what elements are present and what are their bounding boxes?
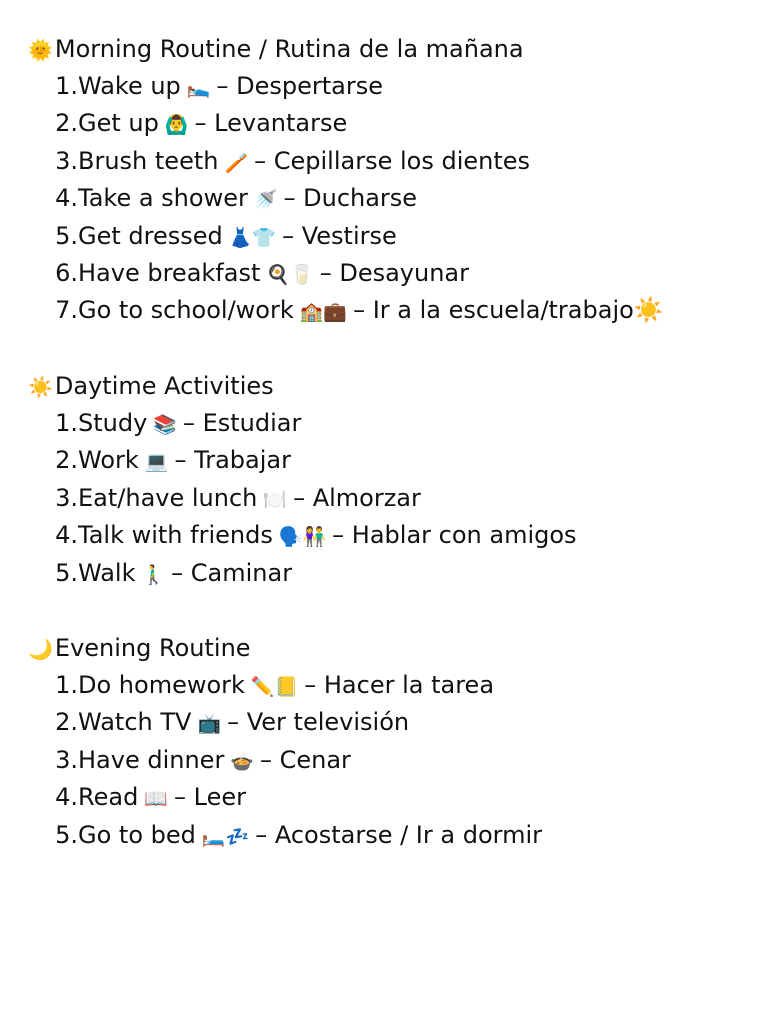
item-spanish: – Ducharse: [283, 184, 418, 213]
pencil-and-notebook-icon: ✏️📒: [250, 676, 299, 698]
list-item: [28, 405, 748, 442]
item-english: Go to bed: [78, 820, 196, 849]
section-heading: [28, 368, 748, 405]
computer-icon: 💻: [144, 451, 169, 474]
crescent-moon-icon: 🌙: [28, 637, 53, 661]
person-in-bed-icon: 🛌: [186, 77, 211, 99]
list-item: [28, 180, 748, 217]
morning-list: [28, 68, 748, 330]
list-item: [28, 255, 748, 292]
list-item: [28, 143, 748, 180]
list-item: [28, 667, 748, 704]
item-english: Get dressed: [78, 221, 223, 250]
item-english: Work: [78, 446, 139, 475]
person-gesturing-ok-icon: 🙆‍♂️: [164, 114, 189, 137]
man-walking-icon: 🚶‍♂️: [141, 563, 166, 586]
daytime-activities-section: [28, 368, 748, 592]
list-item: [28, 517, 748, 554]
item-number: 2.: [55, 708, 78, 737]
sun-face-icon: 🌞: [28, 38, 53, 62]
fork-and-knife-icon: 🍽️: [263, 488, 288, 511]
television-icon: 📺: [197, 713, 222, 736]
item-english: Brush teeth: [78, 146, 219, 175]
morning-routine-section: [28, 31, 748, 330]
item-english: Have breakfast: [78, 258, 261, 287]
item-english: Walk: [78, 558, 136, 587]
list-item: [28, 292, 748, 329]
toothbrush-icon: 🪥: [224, 151, 249, 174]
evening-routine-section: [28, 630, 748, 854]
item-number: 4.: [55, 184, 78, 213]
item-english: Talk with friends: [78, 521, 273, 550]
item-number: 5.: [55, 221, 78, 250]
item-number: 1.: [55, 409, 78, 437]
bed-and-zzz-icon: 🛏️💤: [201, 825, 250, 848]
list-item: [28, 442, 748, 479]
item-number: 2.: [55, 109, 78, 138]
item-spanish: – Cenar: [259, 745, 351, 774]
frying-pan-and-milk-icon: 🍳🥛: [266, 263, 314, 286]
item-spanish: – Leer: [173, 783, 246, 812]
list-item: [28, 779, 748, 816]
item-spanish: – Levantarse: [194, 109, 348, 138]
item-spanish: – Ver televisión: [227, 708, 410, 737]
item-english: Have dinner: [78, 745, 225, 774]
item-english: Get up: [78, 109, 159, 138]
item-english: Read: [78, 783, 139, 812]
section-title: Evening Routine: [54, 634, 251, 662]
item-number: 5.: [55, 558, 78, 587]
item-english: Take a shower: [78, 184, 248, 213]
daytime-list: [28, 405, 748, 592]
item-number: 1.: [55, 671, 78, 699]
section-heading: [28, 630, 748, 667]
item-number: 5.: [55, 820, 78, 849]
item-spanish: – Vestirse: [282, 221, 397, 250]
list-item: [28, 68, 748, 105]
open-book-icon: 📖: [144, 788, 168, 811]
item-number: 4.: [55, 783, 78, 812]
item-number: 3.: [55, 146, 78, 175]
list-item: [28, 218, 748, 255]
section-title: Morning Routine / Rutina de la mañana: [54, 35, 524, 63]
speaking-head-and-couple-icon: 🗣️👫: [278, 526, 327, 549]
pot-of-food-icon: 🍲: [230, 750, 254, 773]
item-number: 2.: [55, 446, 78, 475]
list-item: [28, 704, 748, 741]
list-item: [28, 480, 748, 517]
item-english: Eat/have lunch: [78, 483, 258, 512]
item-english: Study: [78, 409, 148, 437]
item-number: 3.: [55, 483, 78, 512]
item-english: Do homework: [78, 671, 245, 699]
item-spanish: – Desayunar: [319, 258, 469, 287]
item-number: 4.: [55, 521, 78, 550]
item-spanish: – Hablar con amigos: [332, 521, 577, 550]
item-english: Wake up: [78, 72, 181, 100]
item-spanish: – Ir a la escuela/trabajo☀️: [353, 296, 664, 325]
shower-icon: 🚿: [253, 189, 278, 212]
item-spanish: – Almorzar: [293, 483, 421, 512]
evening-list: [28, 667, 748, 854]
list-item: [28, 555, 748, 592]
list-item: [28, 742, 748, 779]
item-spanish: – Acostarse / Ir a dormir: [255, 820, 542, 849]
item-spanish: – Hacer la tarea: [304, 671, 495, 699]
section-heading: [28, 31, 748, 68]
item-number: 7.: [55, 296, 78, 325]
item-spanish: – Estudiar: [182, 409, 302, 437]
dress-and-shirt-icon: 👗👕: [228, 226, 277, 249]
sun-icon: ☀️: [28, 375, 53, 399]
item-english: Watch TV: [78, 708, 192, 737]
item-number: 1.: [55, 72, 78, 100]
item-spanish: – Caminar: [171, 558, 293, 587]
section-title: Daytime Activities: [54, 372, 274, 400]
school-and-briefcase-icon: 🏫💼: [299, 301, 348, 324]
item-spanish: – Trabajar: [174, 446, 291, 475]
item-number: 6.: [55, 258, 78, 287]
item-spanish: – Despertarse: [216, 72, 383, 100]
list-item: [28, 817, 748, 854]
list-item: [28, 105, 748, 142]
item-english: Go to school/work: [78, 296, 294, 325]
books-icon: 📚: [153, 414, 177, 436]
item-spanish: – Cepillarse los dientes: [254, 146, 531, 175]
item-number: 3.: [55, 745, 78, 774]
